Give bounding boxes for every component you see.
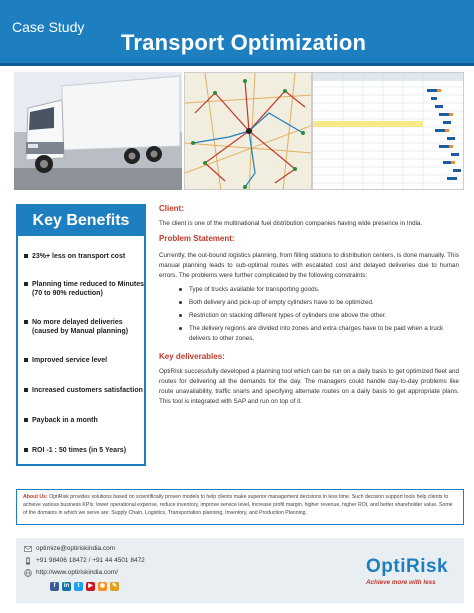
list-item: Type of trucks available for transporting goods.: [179, 285, 459, 295]
logo-tagline: Achieve more with less: [366, 579, 436, 586]
blog-icon[interactable]: ✎: [111, 583, 118, 589]
about-us-box: [16, 489, 464, 525]
benefit-item: ROI -1 : 50 times (in 5 Years): [24, 446, 144, 455]
bullet-icon: [24, 388, 28, 392]
email-link[interactable]: optimize@optiriskindia.com: [36, 545, 116, 552]
constraints-list: [179, 285, 459, 344]
bullet-icon: [24, 418, 28, 422]
problem-heading: Problem Statement:: [159, 234, 235, 243]
page-title: Transport Optimization: [121, 30, 367, 55]
schedule-table-image: [312, 72, 464, 190]
main-content: [159, 204, 459, 407]
problem-text: Currently, the out-bound logistics planning, from filling stations to distribution centers, is done manually. This manual planning leads to sub-optimal routes with escalated cost and delayed deliveries due to human errors. The problems were further complicated by the following constraints:: [159, 252, 459, 279]
bullet-icon: [179, 301, 182, 304]
benefit-item: Increased customers satisfaction: [24, 386, 144, 395]
youtube-icon[interactable]: ▶: [86, 582, 95, 591]
website-link[interactable]: http://www.optiriskindia.com/: [36, 569, 119, 576]
truck-image: [14, 72, 182, 190]
about-us-label: About Us:: [23, 494, 48, 500]
deliverables-text: OptiRisk successfully developed a planning tool which can be run on a daily basis to get optimized fleet and routes for delivering all the demands for the day. The managers could handle day-to-day problems like route unavailability, traffic snarls and specifying alternate routes on a daily basis to get appropriate plans. This tool is integrated with SAP and run on top of it.: [159, 368, 459, 405]
facebook-icon[interactable]: f: [50, 582, 59, 591]
benefit-item: Improved service level: [24, 356, 144, 365]
header-banner: [0, 0, 474, 66]
phone-numbers: +91 98406 18472 / +91 44 4501 8472: [36, 557, 145, 564]
email-contact: [24, 544, 115, 554]
client-text: The client is one of the multinational fuel distribution companies having wide presence in India.: [159, 220, 423, 227]
mail-icon: [24, 545, 32, 553]
globe-icon: [24, 569, 32, 577]
client-heading: Client:: [159, 204, 184, 213]
twitter-icon[interactable]: t: [74, 582, 83, 591]
list-item: Both delivery and pick-up of empty cylinders have to be optimized.: [179, 298, 459, 308]
key-benefits-heading: Key Benefits: [18, 206, 144, 236]
bullet-icon: [24, 358, 28, 362]
list-item: The delivery regions are divided into zones and extra charges have to be paid when a truck delivers to other zones.: [179, 324, 459, 344]
benefit-item: Payback in a month: [24, 416, 144, 425]
bullet-icon: [24, 254, 28, 258]
benefit-item: No more delayed deliveries (caused by Manual planning): [24, 318, 144, 336]
phone-icon: [24, 557, 32, 565]
list-item: Restriction on stacking different types of cylinders one above the other.: [179, 311, 459, 321]
bullet-icon: [179, 327, 182, 330]
key-benefits-panel: [16, 204, 146, 466]
contact-footer: [16, 538, 464, 603]
deliverables-heading: Key deliverables:: [159, 352, 225, 361]
logo-name: OptiRisk: [366, 556, 449, 577]
rss-icon[interactable]: ◉: [99, 583, 106, 589]
bullet-icon: [179, 314, 182, 317]
benefit-item: Planning time reduced to Minutes (70 to 90% reduction): [24, 280, 144, 298]
optirisk-logo: [366, 556, 458, 586]
bullet-icon: [24, 282, 28, 286]
website-contact: [24, 568, 118, 578]
case-study-label: Case Study: [12, 19, 85, 35]
bullet-icon: [179, 288, 182, 291]
bullet-icon: [24, 320, 28, 324]
bullet-icon: [24, 448, 28, 452]
linkedin-icon[interactable]: in: [63, 583, 70, 589]
about-us-text: OptiRisk provides solutions based on scientifically proven models to help clients make superior management decisions in less time. Such decision support tools help clients to achieve various business KPIs: lower operational expense, reduce inventory, improve service level, increase profit margin, higher revenue, higher ROI, and better shareholder value. Some of the domains in which we serve are: Supply Chain, Logistics, Transportation planning, Inventory, and Production Planning.: [23, 494, 453, 516]
route-map-image: [184, 72, 312, 190]
social-links: [50, 582, 119, 591]
phone-contact: [24, 556, 145, 566]
benefit-item: 23%+ less on transport cost: [24, 252, 144, 261]
